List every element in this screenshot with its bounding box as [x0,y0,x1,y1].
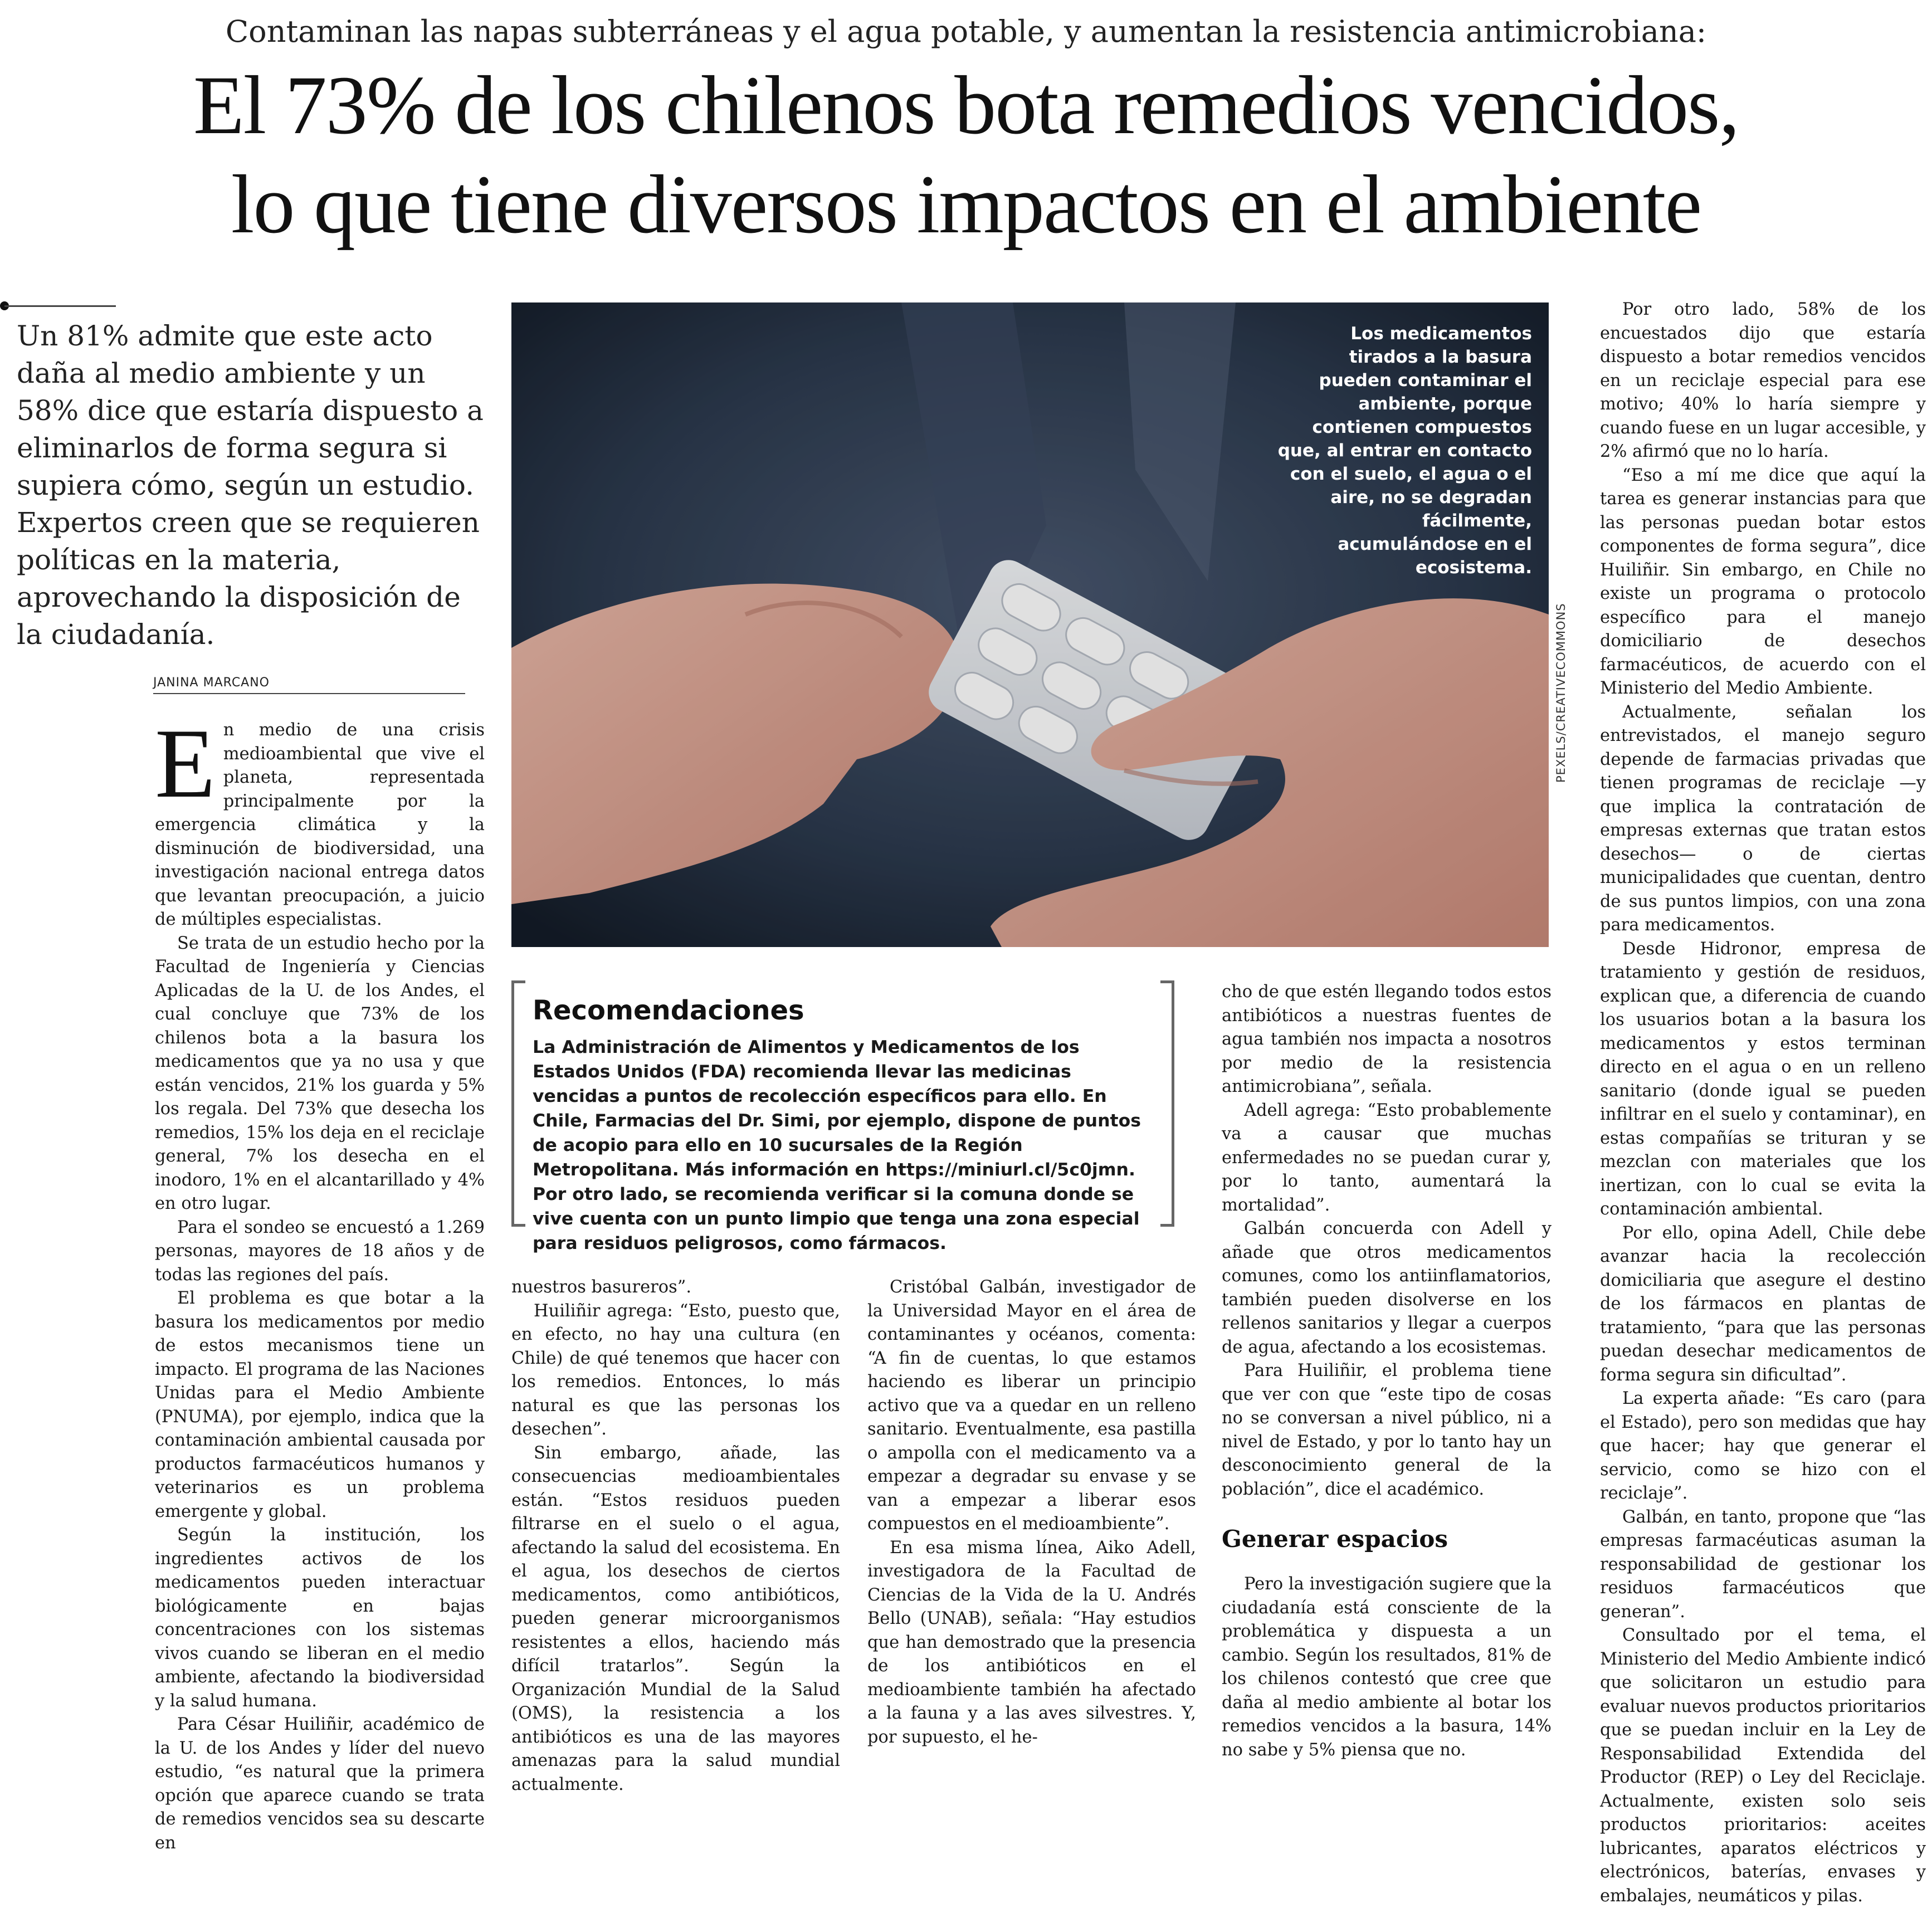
section-rule [4,305,116,307]
paragraph: Sin embargo, añade, las consecuencias medioambientales están. “Estos residuos pueden filtrarse en el suelo o el agua, afectando la salud del ecosistema. En el agua, los desechos de ciertos medicamentos, como antibióticos, pueden generar microorganismos resistentes a ellos, haciendo más difícil tratarlos”. Según la Organización Mundial de la Salud (OMS), la resistencia a los antibióticos es una de las mayores amenazas para la salud mundial actualmente. [511,1443,840,1794]
paragraph: Pero la investigación sugiere que la ciudadanía está consciente de la problemática y dispuesta a un cambio. Según los resultados, 81% de los chilenos contestó que cree que daña al medio ambiente al botar los remedios vencidos a la basura, 14% no sabe y 5% piensa que no. [1222,1574,1552,1760]
paragraph: nuestros basureros”. [511,1277,692,1297]
paragraph: Consultado por el tema, el Ministerio del Medio Ambiente indicó que solicitaron un estudio para evaluar nuevos productos prioritarios que se puedan incluir en la Ley de Responsabilidad Extendida del Productor (REP) o Ley del Reciclaje. Actualmente, existen solo seis productos prioritarios: aceites lubricantes, aparatos eléctricos y electrónicos, baterías, envases y embalajes, neumáticos y pilas. [1600,1626,1926,1906]
headline-line-2: lo que tiene diversos impactos en el ambiente [231,158,1701,251]
paragraph: Se trata de un estudio hecho por la Facultad de Ingeniería y Ciencias Aplicadas de la U. de los Andes, el cual concluye que 73% de los chilenos bota a la basura los medicamentos que ya no usa y que están vencidos, 21% los guarda y 5% los regala. Del 73% que desecha los remedios, 15% los deja en el reciclaje general, 7% los desecha en el inodoro, 1% en el alcantarillado y 4% en otro lugar. [155,933,485,1213]
headline [0,56,1932,254]
paragraph: En medio de una crisis medioambiental que vive el planeta, representada principalmente por la emergencia climática y la disminución de biodiversidad, una investigación nacional entrega datos que levantan preocupación, a juicio de múltiples especialistas. [155,708,485,929]
article-column-4 [1222,980,1552,1762]
article-column-2 [511,1276,840,1797]
paragraph: Cristóbal Galbán, investigador de la Universidad Mayor en el área de contaminantes y océanos, comenta: “A fin de cuentas, lo que estamos haciendo es liberar un principio activo que va a quedar en un relleno sanitario. Eventualmente, esa pastilla o ampolla con el medicamento va a empezar a degradar su envase y se van a empezar a liberar esos compuestos en el medioambiente”. [867,1277,1196,1534]
paragraph: “Eso a mí me dice que aquí la tarea es generar instancias para que las personas puedan botar estos componentes de forma segura”, dice Huiliñir. Sin embargo, en Chile no existe un programa o protocolo específico para el manejo domiciliario de desechos farmacéuticos, de acuerdo con el Ministerio del Medio Ambiente. [1600,465,1926,698]
article-photo [511,302,1549,947]
paragraph: Galbán concuerda con Adell y añade que otros medicamentos comunes, como los antiinflamatorios, también pueden disolverse en los rellenos sanitarios y llegar a cuerpos de agua, afectando a los ecosistemas. [1222,1219,1552,1357]
paragraph: Según la institución, los ingredientes activos de los medicamentos pueden interactuar biológicamente en bajas concentraciones con los sistemas vivos cuando se liberan en el medio ambiente, afectando la biodiversidad y la salud humana. [155,1525,485,1711]
photo-caption: Los medicamentos tirados a la basura pueden contaminar el ambiente, porque contienen compuestos que, al entrar en contacto con el suelo, el agua o el aire, no se degradan fácilmente, acumulándose en el ecosistema. [1277,324,1532,578]
paragraph: cho de que estén llegando todos estos antibióticos a nuestras fuentes de agua también nos impacta a nosotros por medio de la resistencia antimicrobiana”, señala. [1222,982,1552,1096]
paragraph: Adell agrega: “Esto probablemente va a causar que muchas enfermedades no se puedan curar y, por lo tanto, aumentará la mortalidad”. [1222,1100,1552,1215]
paragraph: Para Huiliñir, el problema tiene que ver con que “este tipo de cosas no se conversan a nivel público, ni a nivel de Estado, y por lo tanto hay un desconocimiento general de la población”, dice el académico. [1222,1361,1552,1499]
paragraph: Por ello, opina Adell, Chile debe avanzar hacia la recolección domiciliaria que asegure el destino de los fármacos en plantas de tratamiento, “para que las personas puedan desechar medicamentos de forma segura sin dificultad”. [1600,1223,1926,1385]
headline-line-1: El 73% de los chilenos bota remedios vencidos, [193,59,1739,152]
section-subhead: Generar espacios [1222,1525,1448,1553]
article-column-1 [155,708,485,1855]
kicker: Contaminan las napas subterráneas y el agua potable, y aumentan la resistencia antimicrobiana: [225,14,1707,49]
recommendations-title: Recomendaciones [533,995,804,1026]
paragraph: En esa misma línea, Aiko Adell, investigadora de la Facultad de Ciencias de la Vida de la U. Andrés Bello (UNAB), señala: “Hay estudios que han demostrado que la presencia de los antibióticos en el medioambiente también ha afectado a la fauna y a las aves silvestres. Y, por supuesto, el he- [867,1538,1196,1747]
paragraph: Galbán, en tanto, propone que “las empresas farmacéuticas asuman la responsabilidad de gestionar los residuos farmacéuticos que generan”. [1600,1507,1926,1622]
paragraph: Para el sondeo se encuestó a 1.269 personas, mayores de 18 años y de todas las regiones del país. [155,1217,485,1285]
box-bracket-right [1160,980,1174,1227]
paragraph: El problema es que botar a la basura los medicamentos por medio de estos mecanismos tiene un impacto. El programa de las Naciones Unidas para el Medio Ambiente (PNUMA), por ejemplo, indica que la contaminación ambiental causada por productos farmacéuticos humanos y veterinarios es un problema emergente y global. [155,1289,485,1521]
recommendations-box [511,980,1174,1253]
paragraph: Actualmente, señalan los entrevistados, el manejo seguro depende de farmacias privadas que tienen programas de reciclaje —y que implica la contratación de empresas externas que tratan estos desechos— o de ciertas municipalidades que cuentan, dentro de sus puntos limpios, con una zona para medicamentos. [1600,702,1926,935]
byline: JANINA MARCANO [153,676,465,694]
paragraph: Desde Hidronor, empresa de tratamiento y gestión de residuos, explican que, a diferencia de cuando los usuarios botan a la basura los medicamentos y estos terminan directo en el agua o en un relleno sanitario (donde igual se pueden infiltrar en el suelo y contaminar), en estas compañías se trituran y se mezclan con materiales que los inertizan, con lo cual se evita la contaminación ambiental. [1600,939,1926,1219]
paragraph: Por otro lado, 58% de los encuestados dijo que estaría dispuesto a botar remedios vencidos en un reciclaje especial para ese motivo; 40% lo haría siempre y cuando fuese en un lugar accesible, y 2% afirmó que no lo haría. [1600,300,1926,461]
paragraph: Para César Huiliñir, académico de la U. de los Andes y líder del nuevo estudio, “es natural que la primera opción que aparece cuando se trata de remedios vencidos sea su descarte en [155,1715,485,1853]
box-bracket-left [511,980,525,1227]
deck: Un 81% admite que este acto daña al medio ambiente y un 58% dice que estaría dispuesto a eliminarlos de forma segura si supiera cómo, según un estudio. Expertos creen que se requieren políticas en la materia, aprovechando la disposición de la ciudadanía. [17,320,484,651]
recommendations-body: La Administración de Alimentos y Medicamentos de los Estados Unidos (FDA) recomienda llevar las medicinas vencidas a puntos de recolección específicos para ello. En Chile, Farmacias del Dr. Simi, por ejemplo, dispone de puntos de acopio para ello en 10 sucursales de la Región Metropolitana. Más información en https://miniurl.cl/5c0jmn. Por otro lado, se recomienda verificar si la comuna donde se vive cuenta con un punto limpio que tenga una zona especial para residuos peligrosos, como fármacos. [533,1037,1141,1253]
article-column-3 [867,1276,1196,1749]
paragraph: Huiliñir agrega: “Esto, puesto que, en efecto, no hay una cultura (en Chile) de qué tenemos que hacer con los remedios. Entonces, lo más natural es que las personas los desechen”. [511,1301,840,1439]
photo-credit: PEXELS/CREATIVECOMMONS [1554,603,1568,783]
drop-cap: E [155,708,216,818]
article-column-5 [1600,298,1926,1908]
paragraph: La experta añade: “Es caro (para el Estado), pero son medidas que hay que hacer; hay que generar el servicio, como se hizo con el reciclaje”. [1600,1389,1926,1503]
